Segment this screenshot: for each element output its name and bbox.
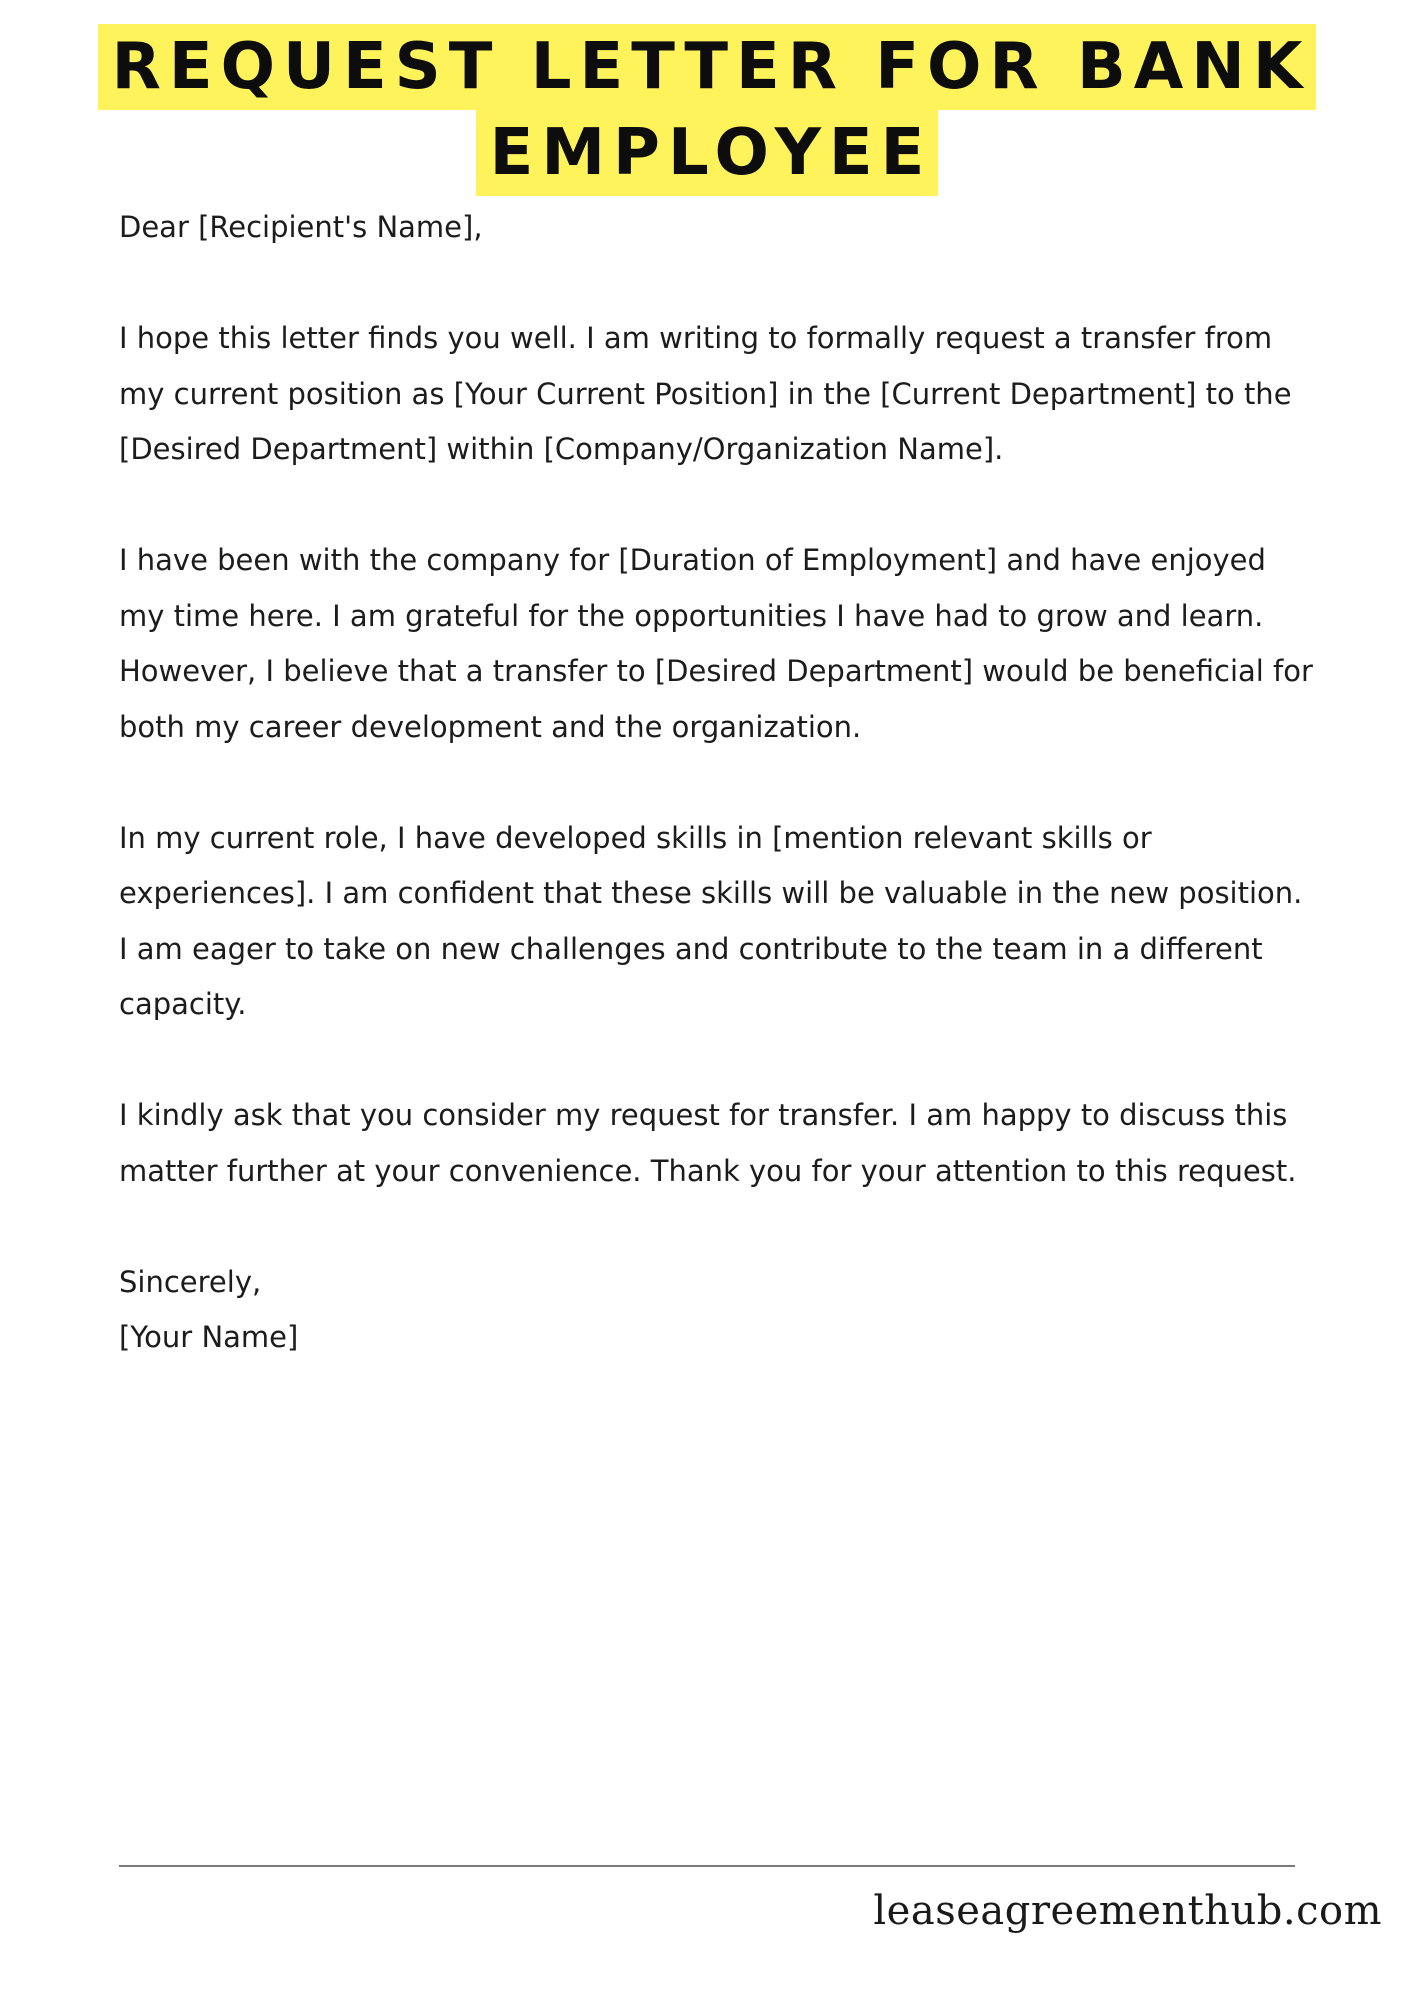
footer-brand: leaseagreementhub.com: [873, 1888, 1382, 1934]
letter-body: [119, 200, 1319, 1366]
paragraph-4: I kindly ask that you consider my request for transfer. I am happy to discuss this matter further at your convenience. Thank you for your attention to this request.: [119, 1098, 1297, 1188]
document-title: [0, 24, 1414, 196]
closing: Sincerely,: [119, 1264, 262, 1299]
signature: [Your Name]: [119, 1320, 299, 1354]
title-line-1: REQUEST LETTER FOR BANK: [98, 24, 1317, 110]
title-line-2: EMPLOYEE: [476, 110, 939, 196]
footer-divider: [119, 1865, 1295, 1867]
paragraph-1: I hope this letter finds you well. I am writing to formally request a transfer from my current position as [Your Current Position] in the [Current Department] to the [Desired Department] within [Company/Organization Name].: [119, 321, 1292, 466]
paragraph-2: I have been with the company for [Duration of Employment] and have enjoyed my time here. I am grateful for the opportunities I have had to grow and learn. However, I believe that a transfer to [Desired Department] would be beneficial for both my career development and the organization.: [119, 543, 1313, 744]
paragraph-3: In my current role, I have developed skills in [mention relevant skills or experiences]. I am confident that these skills will be valuable in the new position. I am eager to take on new challenges and contribute to the team in a different capacity.: [119, 820, 1303, 1021]
salutation: Dear [Recipient's Name],: [119, 210, 483, 244]
